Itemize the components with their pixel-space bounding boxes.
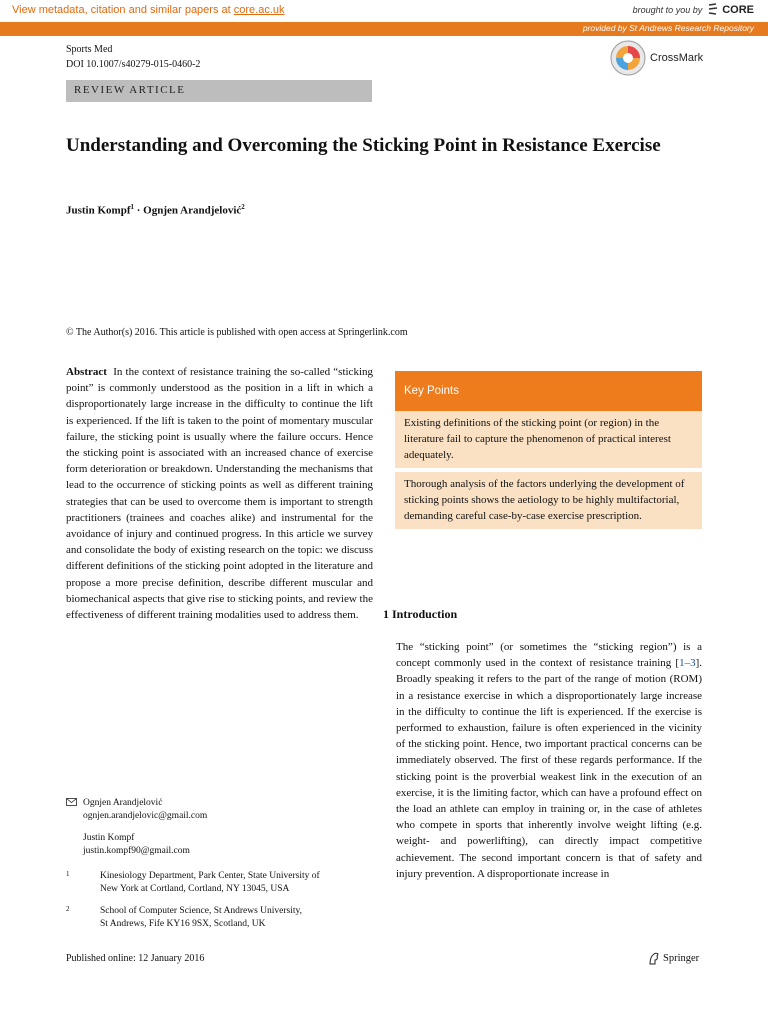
- crossmark-label: CrossMark: [650, 52, 704, 64]
- intro-text-part: The “sticking point” (or sometimes the “sticking region”) is a concept commonly used in the context of resistance training [: [396, 641, 702, 670]
- core-provided-bar: [0, 22, 768, 36]
- copyright-notice: © The Author(s) 2016. This article is published with open access at Springerlink.com: [66, 327, 408, 338]
- introduction-text: [396, 639, 702, 882]
- crossmark-badge[interactable]: [610, 40, 703, 76]
- key-points-box: [395, 371, 702, 529]
- crossmark-icon: [610, 40, 646, 76]
- core-metadata-link-line: [12, 4, 285, 16]
- affiliation-line: Kinesiology Department, Park Center, State University of: [100, 871, 320, 881]
- publisher-name: Springer: [663, 953, 700, 964]
- core-banner: [0, 0, 768, 23]
- core-provided-by: provided by St Andrews Research Repository: [582, 23, 754, 33]
- springer-horse-icon: [648, 952, 660, 965]
- article-type: REVIEW ARTICLE: [74, 84, 186, 96]
- paper-title: Understanding and Overcoming the Sticking Point in Resistance Exercise: [66, 135, 661, 156]
- key-points-heading: Key Points: [395, 371, 702, 411]
- affiliation-line: New York at Cortland, Cortland, NY 13045, USA: [100, 884, 290, 894]
- core-link[interactable]: core.ac.uk: [233, 4, 285, 16]
- contact-email[interactable]: ognjen.arandjelovic@gmail.com: [83, 811, 208, 821]
- affiliation-entry: [66, 870, 373, 896]
- affiliation-line: St Andrews, Fife KY16 9SX, Scotland, UK: [100, 919, 266, 929]
- key-point-item: Thorough analysis of the factors underlying the development of sticking points shows the aetiology to be highly multifactorial, demanding careful case-by-case exercise prescription.: [404, 478, 685, 522]
- affiliation-line: School of Computer Science, St Andrews University,: [100, 906, 303, 916]
- contact-email[interactable]: justin.kompf90@gmail.com: [83, 846, 190, 856]
- core-logo-text: CORE: [722, 4, 754, 16]
- contact-entry: [66, 832, 373, 858]
- core-logo[interactable]: [707, 3, 754, 17]
- doi: DOI 10.1007/s40279-015-0460-2: [66, 59, 201, 70]
- publisher-logo: [648, 952, 699, 965]
- contact-name: Ognjen Arandjelović: [83, 798, 163, 808]
- author-affiliation-marker: 2: [241, 203, 245, 211]
- core-link-prefix: View metadata, citation and similar papers at: [12, 4, 231, 16]
- key-point-item: Existing definitions of the sticking point (or region) in the literature fail to capture the phenomenon of practical interest adequately.: [404, 417, 671, 461]
- article-type-bar: [66, 80, 372, 102]
- section-heading-introduction: 1 Introduction: [383, 607, 458, 621]
- core-logo-icon: [707, 3, 719, 17]
- citation-link[interactable]: 1–3: [679, 657, 696, 670]
- author-name: Ognjen Arandjelović: [143, 204, 242, 217]
- journal-info: [66, 42, 200, 72]
- abstract-text: In the context of resistance training the so-called “sticking point” is commonly understood as the position in a lift in which a disproportionately large increase in the difficulty to continue the lift is experienced. If the lift is taken to the point of momentary muscular failure, the sticking point is usually where the failure occurs. Hence the sticking point is associated with an increased chance of exercise form deterioration or breakdown. Understanding the mechanisms that lead to the occurrence of sticking points as well as different training strategies that can be used to overcome them is important to strength practitioners (trainees and coaches alike) and instrumental for the avoidance of injury and continued progress. In this article we survey and consolidate the body of existing research on the topic: we discuss different definitions of the sticking point adopted in the literature and propose a more precise definition, describe different muscular and biomechanical aspects that give rise to sticking points, and review the effectiveness of different training modalities used to address them.: [66, 366, 373, 622]
- published-date: Published online: 12 January 2016: [66, 953, 205, 964]
- contact-entry: [66, 797, 373, 823]
- author-affiliation-marker: 1: [130, 203, 134, 211]
- abstract-label: Abstract: [66, 366, 107, 378]
- affiliation-number: 1: [66, 870, 70, 878]
- brought-to-you-by: brought to you by: [632, 5, 703, 15]
- author-separator: ·: [136, 204, 141, 217]
- affiliation-entry: [66, 905, 373, 931]
- envelope-icon: [66, 798, 77, 806]
- correspondence-block: [66, 797, 373, 931]
- intro-text-part: ]. Broadly speaking it refers to the part of the range of motion (ROM) in a resistance exercise in which a disproportionately large increase in the difficulty to continue the lift is experienced. If the exercise is performed to exhaustion, failure is often experienced in the vicinity of the sticking point. Hence, two important practical concerns can be immediately observed. The first of these regards performance. If the sticking point is the proverbial weakest link in the execution of an exercise, it is the limiting factor, which can have a profound effect on the load an athlete can employ in training or, in the case of athletes who compete in sports that inherently involve weight lifting (e.g. weight- and powerlifting), can directly impact competitive achievement. The second important concern is that of safety and injury prevention. A disproportionate increase in: [396, 657, 702, 880]
- contact-name: Justin Kompf: [83, 833, 135, 843]
- author-list: [66, 203, 245, 217]
- abstract: [66, 364, 373, 623]
- affiliation-number: 2: [66, 905, 70, 913]
- core-brand: [633, 3, 754, 17]
- journal-name: Sports Med: [66, 44, 113, 55]
- author-name: Justin Kompf: [66, 204, 131, 217]
